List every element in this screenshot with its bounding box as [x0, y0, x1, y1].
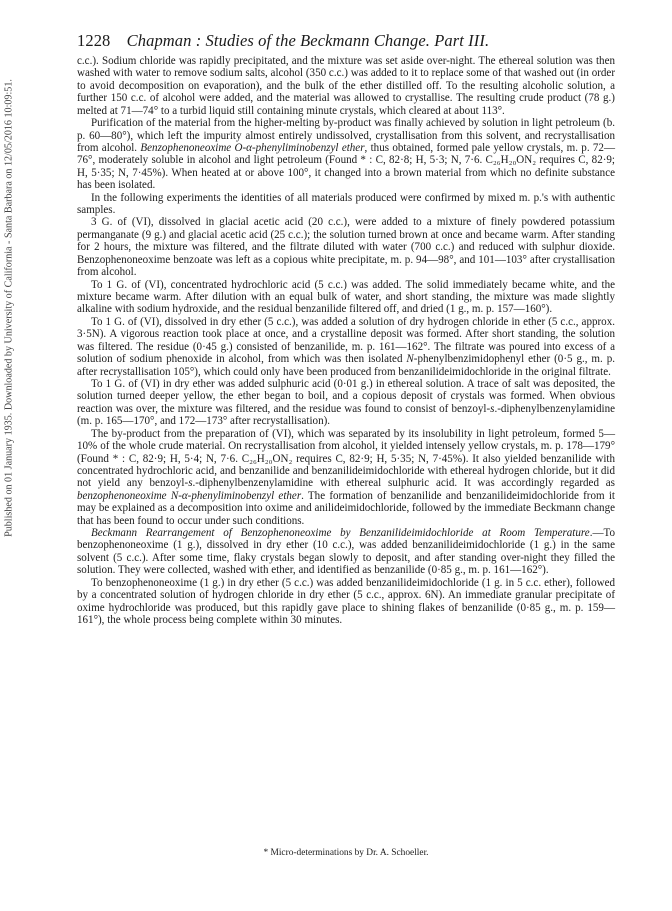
text-run: To 1 G. of (VI), concentrated hydrochloric acid (5 c.c.) was added. The solid immediately became white, and the mixture became warm. After dilution with an equal bulk of water, and short standing, the mixture was made slightly alkaline with sodium hydroxide, and the residual benzanilide filtered off, and dried (1 g., m. p. 157—160°). — [77, 278, 615, 316]
article-body — [77, 55, 615, 626]
paragraph — [77, 577, 615, 627]
paragraph — [77, 527, 615, 577]
text-run: .-diphenylbenzenylamidine (m. p. 165—170°, and 172—173° after recrystallisation). — [77, 402, 615, 428]
italic-run: s — [188, 477, 193, 490]
italic-run: Beckmann Rearrangement of Benzophenoneoxime by Benzanilideimidochloride at Room Temperature — [91, 527, 590, 540]
side-margin-note — [1, 35, 17, 580]
paragraph — [77, 378, 615, 428]
paragraph — [77, 316, 615, 378]
paragraph — [77, 55, 615, 117]
footnote: * Micro-determinations by Dr. A. Schoeller. — [263, 848, 429, 858]
text-run: .-diphenylbenzenylamidine with ethereal sulphuric acid. It was accordingly regarded as — [192, 477, 615, 490]
text-run: To 1 G. of (VI), dissolved in dry ether (5 c.c.), was added a solution of dry hydrogen chloride in ether (5 c.c., approx. 3·5N). A vigorous reaction took place at once, and a crystalline deposit was formed. After short standing, the solution was filtered. The residue (0·45 g.) consisted of benzanilide, m. p. 161—162°. The filtrate was poured into excess of a solution of sodium phenoxide in alcohol, from which was then isolated — [77, 315, 615, 366]
italic-run: Benzophenoneoxime O-α-phenyliminobenzyl ether — [140, 141, 365, 154]
page-number: 1228 — [77, 31, 111, 50]
italic-run: benzophenoneoxime N-α-phenyliminobenzyl ether — [77, 489, 302, 502]
publication-download-note: Published on 01 January 1935. Downloaded by University of California - Santa Barbara on 12/05/2016 10:09:51. — [3, 78, 15, 537]
italic-run: N — [406, 353, 414, 366]
text-run: .—To benzophenoneoxime (1 g.), dissolved in dry ether (10 c.c.), was added benzanilideimidochloride (1 g.) in the same solvent (5 c.c.). After some time, flaky crystals began slowly to deposit, and after standing over-night they filled the solution. They were collected, washed with ether, and identified as benzanilide (0·85 g., m. p. 161—162°). — [77, 527, 615, 577]
paragraph — [77, 216, 615, 278]
running-title: Chapman : Studies of the Beckmann Change. Part III. — [126, 31, 490, 50]
text-run: , thus obtained, formed pale yellow crystals, m. p. 72—76°, moderately soluble in alcohol and light petroleum (Found * : C, 82·8; H, 5·3; N, 7·6. C₂₆H₂₀ON₂ requires C, 82·9; H, 5·35; N, 7·45%). When heated at or above 100°, it changed into a brown material from which no definite substance has been isolated. — [77, 141, 616, 192]
paragraph — [77, 428, 615, 527]
paragraph — [77, 117, 615, 192]
text-run: . The formation of benzanilide and benzanilideimidochloride from it may be explained as a decomposition into oxime and anilideimidochloride, followed by the immediate Beckmann change that has been found to occur under such conditions. — [77, 489, 615, 527]
text-run: To 1 G. of (VI) in dry ether was added sulphuric acid (0·01 g.) in ethereal solution. A trace of salt was deposited, the solution turned deeper yellow, the ether began to boil, and a copious deposit of crystals was formed. When obvious reaction was over, the mixture was filtered, and the residue was found to consist of benzoyl- — [77, 377, 615, 415]
text-run: 3 G. of (VI), dissolved in glacial acetic acid (20 c.c.), were added to a mixture of finely powdered potassium permanganate (9 g.) and glacial acetic acid (25 c.c.); the solution turned brown at once and became warm. After standing for 2 hours, the mixture was filtered, and the filtrate diluted with water (700 c.c.) and reduced with sulphur dioxide. Benzophenoneoxime benzoate was left as a copious white precipitate, m. p. 94—98°, and 101—103° after crystallisation from alcohol. — [77, 216, 615, 279]
paragraph — [77, 192, 615, 217]
text-run: Purification of the material from the higher-melting by-product was finally achieved by solution in light petroleum (b. p. 60—80°), which left the impurity almost entirely undissolved, crystallisation from this solvent, and recrystallisation from alcohol. — [77, 117, 615, 154]
text-run: To benzophenoneoxime (1 g.) in dry ether (5 c.c.) was added benzanilideimidochloride (1 g. in 5 c.c. ether), followed by a concentrated solution of hydrogen chloride in dry ether (5 c.c., approx. 6N). An immediate granular precipitate of oxime hydrochloride was produced, but this rapidly gave place to shining flakes of benzanilide (0·85 g., m. p. 159—161°), the whole process being complete within 30 minutes. — [77, 576, 615, 626]
running-header — [77, 31, 617, 51]
text-run: c.c.). Sodium chloride was rapidly precipitated, and the mixture was set aside over-night. The ethereal solution was then washed with water to remove sodium salts, alcohol (350 c.c.) was added to it to replace some of that washed out (in order to avoid decomposition on evaporation), and the bulk of the ether distilled off. To the resulting alcoholic solution, a further 150 c.c. of alcohol were added, and the material was allowed to crystallise. The resulting crude product (78 g.) melted at 71—74° to a turbid liquid still containing minute crystals, which cleared at about 113°. — [77, 55, 615, 117]
italic-run: s — [490, 402, 495, 415]
text-run: In the following experiments the identities of all materials produced were confirmed by mixed m. p.'s with authentic samples. — [77, 191, 615, 217]
text-run: The by-product from the preparation of (VI), which was separated by its insolubility in light petroleum, formed 5—10% of the whole crude material. On recrystallisation from alcohol, it yielded intensely yellow crystals, m. p. 178—179° (Found * : C, 82·9; H, 5·4; N, 7·6. C₂₆H₂₀ON₂ requires C, 82·9; H, 5·35; N, 7·45%). It also yielded benzanilide with concentrated hydrochloric acid, and benzanilide and benzanilideimidochloride with ethereal hydrogen chloride, but it did not yield any benzoyl- — [77, 427, 615, 490]
paragraph — [77, 279, 615, 316]
text-run: -phenylbenzimidophenyl ether (0·5 g., m. p. after recrystallisation 105°), which could only have been produced from benzanilideimidochloride in the original filtrate. — [77, 353, 615, 378]
